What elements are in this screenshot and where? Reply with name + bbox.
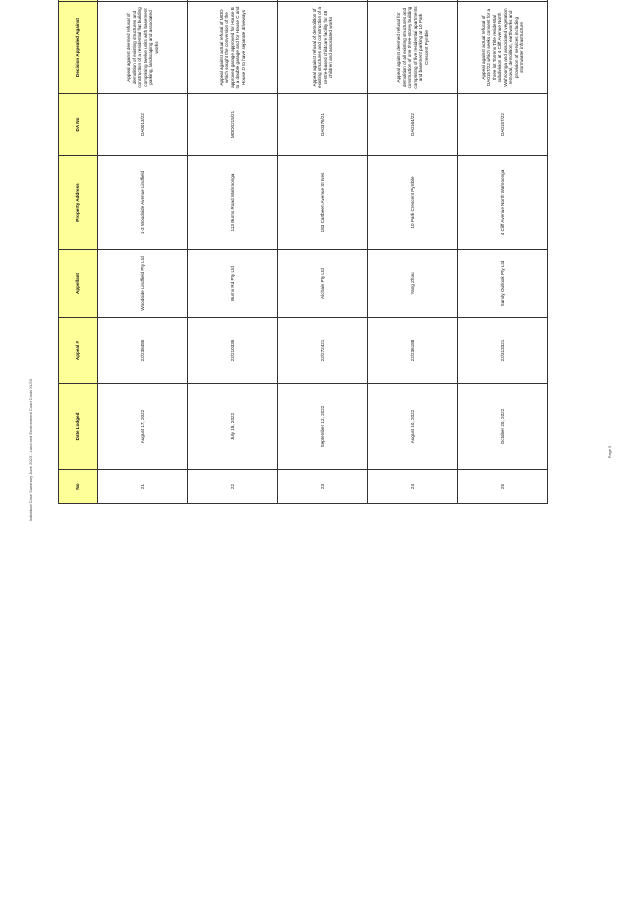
cell-solicitor: [188, 0, 278, 2]
table-row: [188, 0, 278, 504]
cell-no: 22: [188, 470, 278, 504]
cell-no: 24: [368, 470, 458, 504]
page-header: [27, 40, 35, 860]
cell-no: 21: [98, 470, 188, 504]
cell-no: 23: [278, 470, 368, 504]
cell-property-address: 113 Burns Road Wahroonga: [188, 156, 278, 250]
cell-da-no: DA0164/22: [368, 94, 458, 156]
cell-appeal: 22/236188: [368, 318, 458, 384]
page-number: [606, 440, 614, 464]
col-header-solicitor: [59, 0, 98, 2]
cell-appeal: 22/313321: [458, 318, 548, 384]
table-header-row: [59, 0, 98, 504]
page-number-text: Page 5: [607, 445, 612, 459]
page-header-text: Individual Case Summary June 2023 - Land and Environment Court Costs XLSX: [28, 378, 33, 522]
cell-solicitor: [458, 0, 548, 2]
cell-appellant: Yang Zhou: [368, 250, 458, 318]
cell-da-no: DA0157/22: [458, 94, 548, 156]
cell-appeal: 22/210335: [188, 318, 278, 384]
cell-appeal: 22/238485: [98, 318, 188, 384]
col-header-no: No: [59, 470, 98, 504]
cell-decision-appealed: Appeal against actual refusal of MOD which sought the conversion of the approved garage approved for House B to a double garage and for House C and House D to have separate driveways: [188, 2, 278, 94]
col-header-property-address: Property Address: [59, 156, 98, 250]
case-table-frame: [58, 6, 532, 870]
cell-decision-appealed: Appeal against actual refusal of DA0157/22 which seeks consent for a three lot Torrens Title residential subdivision at 4 Cliff Avenue North Wahroonga and associated vegetation removal, demolition, earthworks and provision of services including stormwater infrastructure: [458, 2, 548, 94]
col-header-appellant: Appellant: [59, 250, 98, 318]
cell-decision-appealed: Appeal against refusal of demolition of existing structures and construction of a centre-based childcare facility for 48 children and associated works: [278, 2, 368, 94]
cell-solicitor: [278, 0, 368, 2]
cell-no: 25: [458, 470, 548, 504]
cell-decision-appealed: Appeal against deemed refusal for demolition of all existing structures and construction of one three-storey building comprising of five residential apartments and basement parking at 10 Park Crescent Pymble: [368, 2, 458, 94]
cell-appellant: Alchain Pty Ltd: [278, 250, 368, 318]
cell-date-lodged: August 10, 2022: [368, 384, 458, 470]
cell-date-lodged: August 17, 2022: [98, 384, 188, 470]
cell-decision-appealed: Appeal against deemed refusal of demolition of existing structures and construction of a residential flat building comprising twelve units with basement parking, landscaping and associated works: [98, 2, 188, 94]
cell-date-lodged: July 18, 2022: [188, 384, 278, 470]
cell-da-no: DA0376/21: [278, 94, 368, 156]
table-row: [458, 0, 548, 504]
cell-property-address: 183 Cartbeen Avenue St Ives: [278, 156, 368, 250]
cell-appeal: 22/272421: [278, 318, 368, 384]
cell-da-no: DA0013/22: [98, 94, 188, 156]
col-header-decision-appealed: Decision Appealed Against: [59, 2, 98, 94]
rotated-table-wrapper: [58, 0, 532, 504]
cell-appellant: Sandy Outlook Pty Ltd: [458, 250, 548, 318]
cell-solicitor: [368, 0, 458, 2]
cell-da-no: MOD0215/21: [188, 94, 278, 156]
cell-appellant: Woodside Lindfield Pty Ltd: [98, 250, 188, 318]
table-row: [98, 0, 188, 504]
cell-date-lodged: October 20, 2022: [458, 384, 548, 470]
table-row: [278, 0, 368, 504]
case-summary-table: [58, 0, 548, 504]
cell-date-lodged: September 12, 2022: [278, 384, 368, 470]
table-row: [368, 0, 458, 504]
cell-solicitor: [98, 0, 188, 2]
cell-property-address: 1-3 Woodside Avenue Lindfield: [98, 156, 188, 250]
col-header-da-no: DA No: [59, 94, 98, 156]
cell-property-address: 4 Cliff Avenue North Wahroonga: [458, 156, 548, 250]
cell-appellant: Burns Rd Pty Ltd: [188, 250, 278, 318]
col-header-appeal: Appeal #: [59, 318, 98, 384]
cell-property-address: 10 Park Crescent Pymble: [368, 156, 458, 250]
col-header-date-lodged: Date Lodged: [59, 384, 98, 470]
